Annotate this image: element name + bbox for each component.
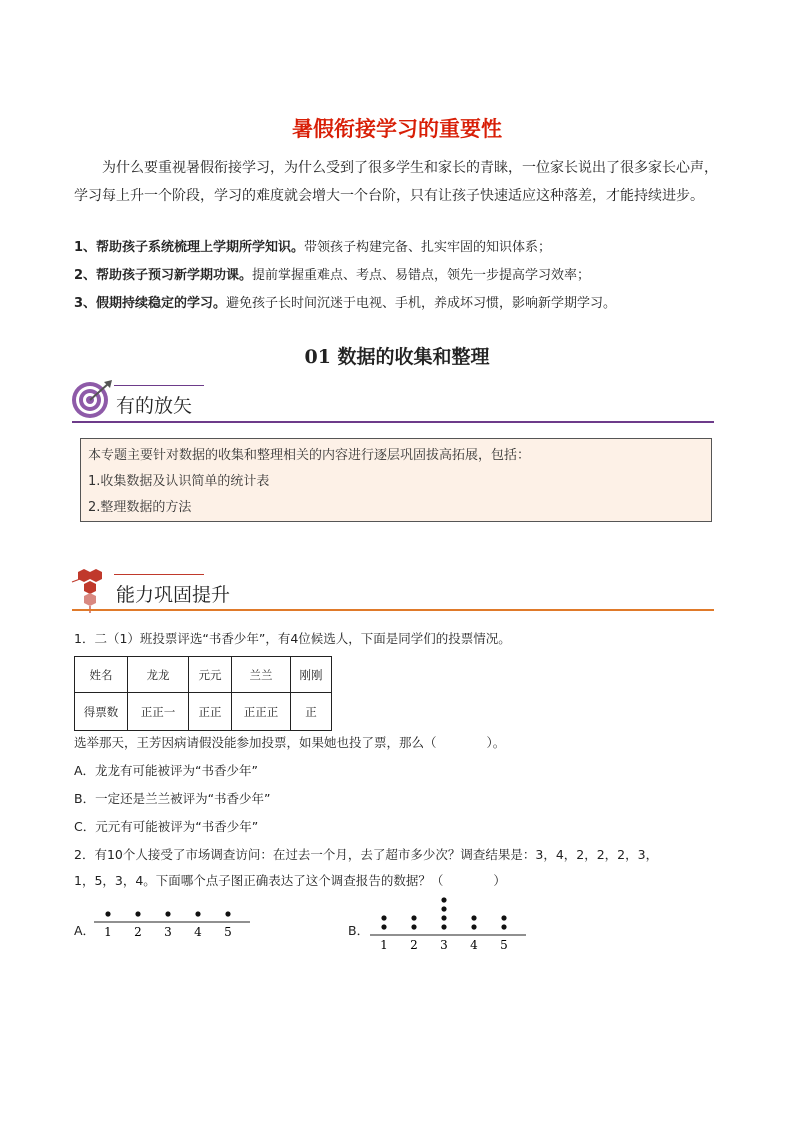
- point-1: [74, 238, 734, 258]
- plot-dot: [471, 924, 476, 929]
- table-cell: 刚刚: [291, 657, 332, 693]
- goal-header-top-line: [114, 385, 204, 386]
- plot-dot: [225, 911, 230, 916]
- table-cell: 元元: [189, 657, 232, 693]
- plot-dot: [471, 915, 476, 920]
- plot-dot: [165, 911, 170, 916]
- dot-plot-a[interactable]: [94, 895, 254, 945]
- plot-tick-label: 4: [470, 938, 478, 952]
- table-row: [75, 693, 332, 731]
- table-cell: 兰兰: [232, 657, 291, 693]
- ability-header-title: 能力巩固提升: [116, 584, 231, 606]
- q2-stem-line-1: 2．有10个人接受了市场调查访问：在过去一个月，去了超市多少次？调查结果是：3，4，2，2，2，3，: [74, 847, 659, 862]
- ability-header-underline: [72, 609, 714, 611]
- q1-option-b[interactable]: B．一定还是兰兰被评为“书香少年”: [74, 791, 271, 806]
- plot-dot: [381, 915, 386, 920]
- plot-tick-label: 1: [380, 938, 388, 952]
- plot-dot: [441, 897, 446, 902]
- point-2: [74, 266, 734, 286]
- table-cell: 正正: [189, 693, 232, 731]
- plot-dot: [441, 906, 446, 911]
- plot-dot: [381, 924, 386, 929]
- goal-item-2: 2.整理数据的方法: [88, 500, 192, 515]
- dot-plot-b[interactable]: [370, 890, 530, 954]
- table-cell: 姓名: [75, 657, 128, 693]
- point-3-text: 避免孩子长时间沉迷于电视、手机，养成坏习惯，影响新学期学习。: [226, 296, 617, 311]
- goal-box: [80, 438, 712, 522]
- plot-tick-label: 4: [194, 925, 202, 939]
- q1-after: 选举那天，王芳因病请假没能参加投票，如果她也投了票，那么（ ）。: [74, 735, 506, 750]
- plot-dot: [501, 924, 506, 929]
- point-2-bold: 2、帮助孩子预习新学期功课。: [74, 268, 253, 283]
- q2-option-a-label[interactable]: A．: [74, 923, 96, 938]
- q1-option-a[interactable]: A．龙龙有可能被评为“书香少年”: [74, 763, 259, 778]
- vote-table: [74, 656, 332, 731]
- q1-stem: 1．二（1）班投票评选“书香少年”，有4位候选人，下面是同学们的投票情况。: [74, 631, 511, 646]
- q2-stem-line-2: 1，5，3，4。下面哪个点子图正确表达了这个调查报告的数据？（ ）: [74, 873, 506, 888]
- q1-option-c[interactable]: C．元元有可能被评为“书香少年”: [74, 819, 259, 834]
- plot-tick-label: 2: [134, 925, 142, 939]
- table-cell: 正: [291, 693, 332, 731]
- main-title: 暑假衔接学习的重要性: [292, 117, 502, 141]
- target-icon: [70, 378, 114, 422]
- plot-tick-label: 3: [440, 938, 448, 952]
- plot-dot: [135, 911, 140, 916]
- table-row: [75, 657, 332, 693]
- point-1-bold: 1、帮助孩子系统梳理上学期所学知识。: [74, 240, 305, 255]
- plot-dot: [501, 915, 506, 920]
- goal-header-title: 有的放矢: [116, 395, 193, 417]
- intro-paragraph: 为什么要重视暑假衔接学习，为什么受到了很多学生和家长的青睐，一位家长说出了很多家长心声，学习每上升一个阶段，学习的难度就会增大一个台阶，只有让孩子快速适应这种落差，才能持续进步。: [74, 160, 718, 204]
- hexagon-molecule-icon: [68, 568, 116, 614]
- ability-header-top-line: [114, 574, 204, 575]
- table-cell: 正正正: [232, 693, 291, 731]
- plot-tick-label: 2: [410, 938, 418, 952]
- table-cell: 正正一: [128, 693, 189, 731]
- plot-dot: [411, 915, 416, 920]
- table-cell: 得票数: [75, 693, 128, 731]
- table-cell: 龙龙: [128, 657, 189, 693]
- plot-dot: [411, 924, 416, 929]
- goal-header-underline: [72, 421, 714, 423]
- plot-tick-label: 5: [500, 938, 508, 952]
- plot-tick-label: 3: [164, 925, 172, 939]
- q2-option-b-label[interactable]: B．: [348, 923, 370, 938]
- point-2-text: 提前掌握重难点、考点、易错点，领先一步提高学习效率；: [252, 268, 591, 283]
- plot-dot: [441, 924, 446, 929]
- plot-tick-label: 5: [224, 925, 232, 939]
- point-3-bold: 3、假期持续稳定的学习。: [74, 296, 227, 311]
- plot-dot: [105, 911, 110, 916]
- plot-dot: [441, 915, 446, 920]
- goal-item-1: 1.收集数据及认识简单的统计表: [88, 474, 270, 489]
- plot-dot: [195, 911, 200, 916]
- plot-tick-label: 1: [104, 925, 112, 939]
- point-1-text: 带领孩子构建完备、扎实牢固的知识体系；: [304, 240, 552, 255]
- goal-intro: 本专题主要针对数据的收集和整理相关的内容进行逐层巩固拔高拓展，包括：: [88, 448, 531, 463]
- section-title: 01 数据的收集和整理: [304, 346, 490, 368]
- point-3: [74, 294, 734, 314]
